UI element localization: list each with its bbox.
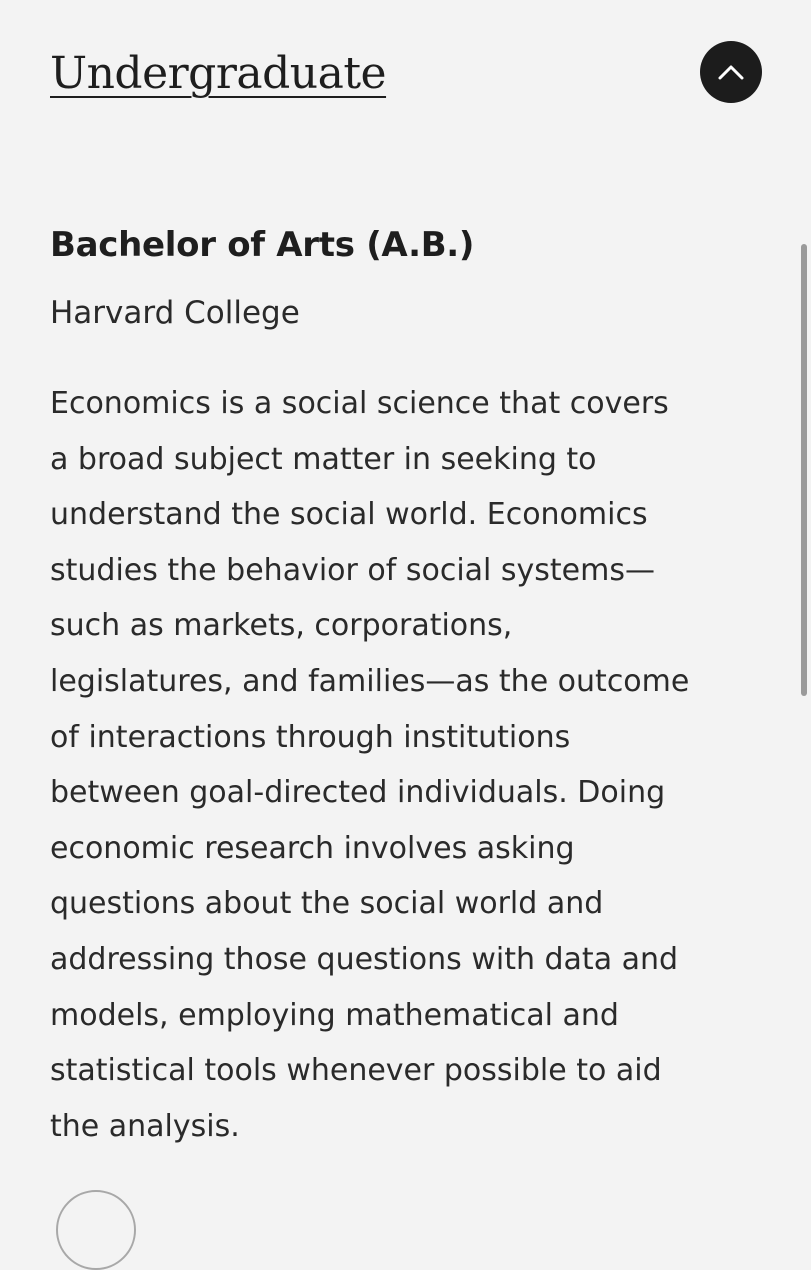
description-line: understand the social world. Economics (50, 497, 648, 533)
description-line: of interactions through institutions (50, 719, 571, 755)
description-line: a broad subject matter in seeking to (50, 441, 597, 477)
chevron-up-icon (717, 63, 745, 81)
description-line: studies the behavior of social systems— (50, 552, 655, 588)
description-line: legislatures, and families—as the outcome (50, 663, 690, 699)
scrollbar-thumb[interactable] (801, 244, 807, 696)
description-line: Economics is a social science that covers (50, 386, 669, 421)
description-line: addressing those questions with data and (50, 941, 679, 977)
description-line: the analysis. (50, 1108, 240, 1144)
section-title[interactable]: Undergraduate (50, 48, 387, 99)
description-line: models, employing mathematical and (50, 997, 619, 1033)
description-line: such as markets, corporations, (50, 608, 513, 644)
description-line: between goal-directed individuals. Doing (50, 775, 666, 811)
description-line: economic research involves asking (50, 830, 575, 866)
description-line: statistical tools whenever possible to aid (50, 1053, 662, 1089)
school-name: Harvard College (50, 295, 300, 331)
description-line: questions about the social world and (50, 886, 604, 922)
section-header (50, 40, 762, 112)
collapse-toggle-button[interactable] (700, 41, 762, 103)
degree-title: Bachelor of Arts (A.B.) (50, 225, 475, 265)
next-item-icon-circle (56, 1190, 136, 1270)
degree-description (50, 376, 770, 1154)
